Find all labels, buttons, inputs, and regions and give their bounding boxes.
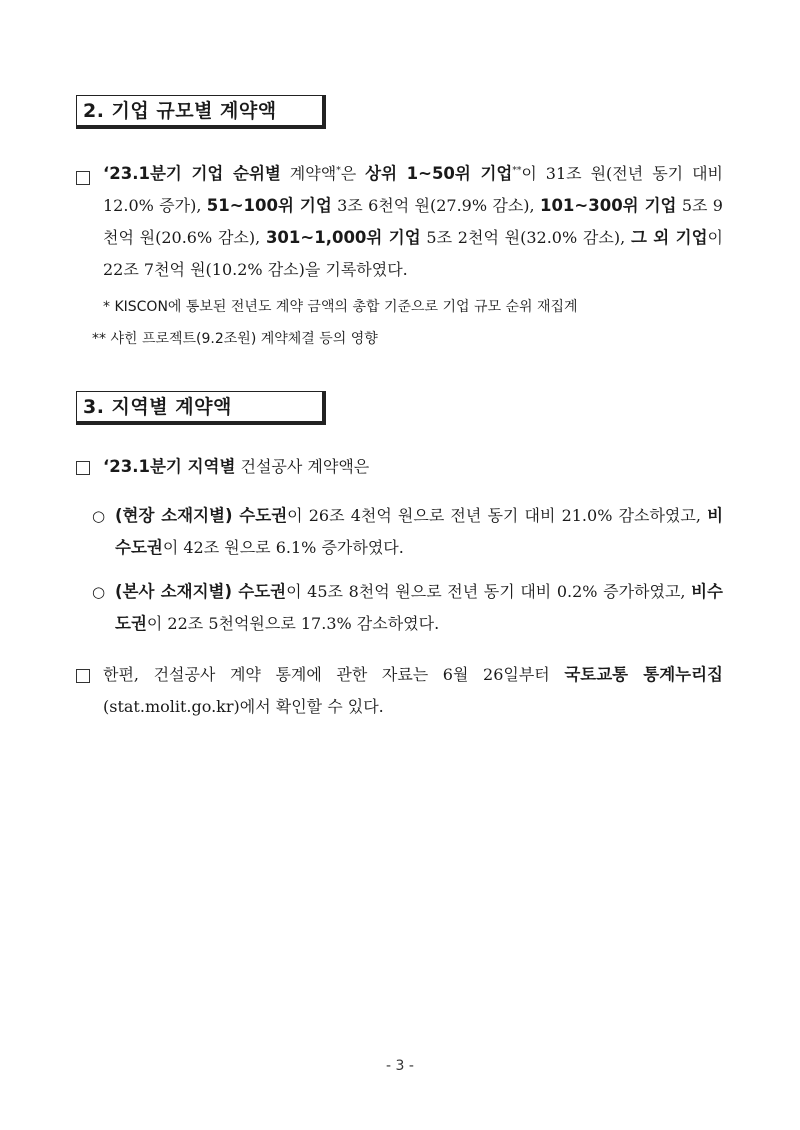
bullet-circle-icon: ○: [92, 507, 106, 525]
footnote-2: ** 샤힌 프로젝트(9.2조원) 계약체결 등의 영향: [92, 331, 378, 347]
para-text: 건설공사 계약액은: [235, 457, 370, 476]
checkbox-square-icon: [76, 171, 90, 185]
checkbox-square-icon: [76, 669, 90, 683]
para-text: 계약액: [280, 164, 337, 183]
para-text: 이 45조 8천억 원으로 전년 동기 대비 0.2% 증가하였고,: [286, 582, 692, 601]
para-text: 이 42조 원으로 6.1% 증가하였다.: [162, 538, 404, 557]
para-bold-text: 국토교통 통계누리집: [564, 665, 723, 684]
para-bold-text: 51~100위 기업: [206, 196, 332, 215]
footnote-marker: *: [336, 166, 341, 176]
bullet-circle-icon: ○: [92, 583, 106, 601]
para-bold-text: 비수도권: [115, 506, 724, 557]
para-text: (stat.molit.go.kr)에서 확인할 수 있다.: [103, 697, 384, 716]
para-bold-text: 101~300위 기업: [539, 196, 677, 215]
para-text: 5조 2천억 원(32.0% 감소),: [420, 228, 631, 247]
para-text: 은: [340, 164, 366, 183]
para-bold-text: ‘23.1분기 기업 순위별: [103, 164, 281, 183]
section-2-paragraph: [103, 158, 723, 286]
para-text: 5조 9천억 원(20.6% 감소),: [103, 196, 723, 247]
footnote-marker: **: [512, 166, 522, 176]
para-bold-text: ‘23.1분기 지역별: [103, 457, 236, 476]
para-text: 3조 6천억 원(27.9% 감소),: [331, 196, 540, 215]
bullet-paragraph-2: [115, 576, 723, 640]
page-number: - 3 -: [386, 1058, 414, 1074]
footnote-1: * KISCON에 통보된 전년도 계약 금액의 총합 기준으로 기업 규모 순위 재집계: [103, 299, 578, 315]
para-bold-text: (현장 소재지별) 수도권: [115, 506, 288, 525]
para-text: 이 31조 원(전년 동기 대비 12.0% 증가),: [103, 164, 723, 215]
checkbox-square-icon: [76, 461, 90, 475]
para-bold-text: (본사 소재지별) 수도권: [115, 582, 287, 601]
para-bold-text: 비수도권: [115, 582, 723, 633]
para-text: 이 22조 7천억 원(10.2% 감소)을 기록하였다.: [103, 228, 723, 279]
para-bold-text: 301~1,000위 기업: [265, 228, 421, 247]
para-bold-text: 상위 1~50위 기업: [365, 164, 513, 183]
section-3-intro: [103, 451, 723, 483]
section-2-heading: 2. 기업 규모별 계약액: [76, 95, 326, 129]
bullet-paragraph-1: [115, 500, 723, 564]
para-text: 이 26조 4천억 원으로 전년 동기 대비 21.0% 감소하였고,: [287, 506, 708, 525]
para-bold-text: 그 외 기업: [630, 228, 708, 247]
para-text: 한편, 건설공사 계약 통계에 관한 자료는 6월 26일부터: [103, 665, 565, 684]
section-3-closing-paragraph: [103, 659, 723, 723]
para-text: 이 22조 5천억원으로 17.3% 감소하였다.: [146, 614, 440, 633]
section-3-heading: 3. 지역별 계약액: [76, 391, 326, 425]
